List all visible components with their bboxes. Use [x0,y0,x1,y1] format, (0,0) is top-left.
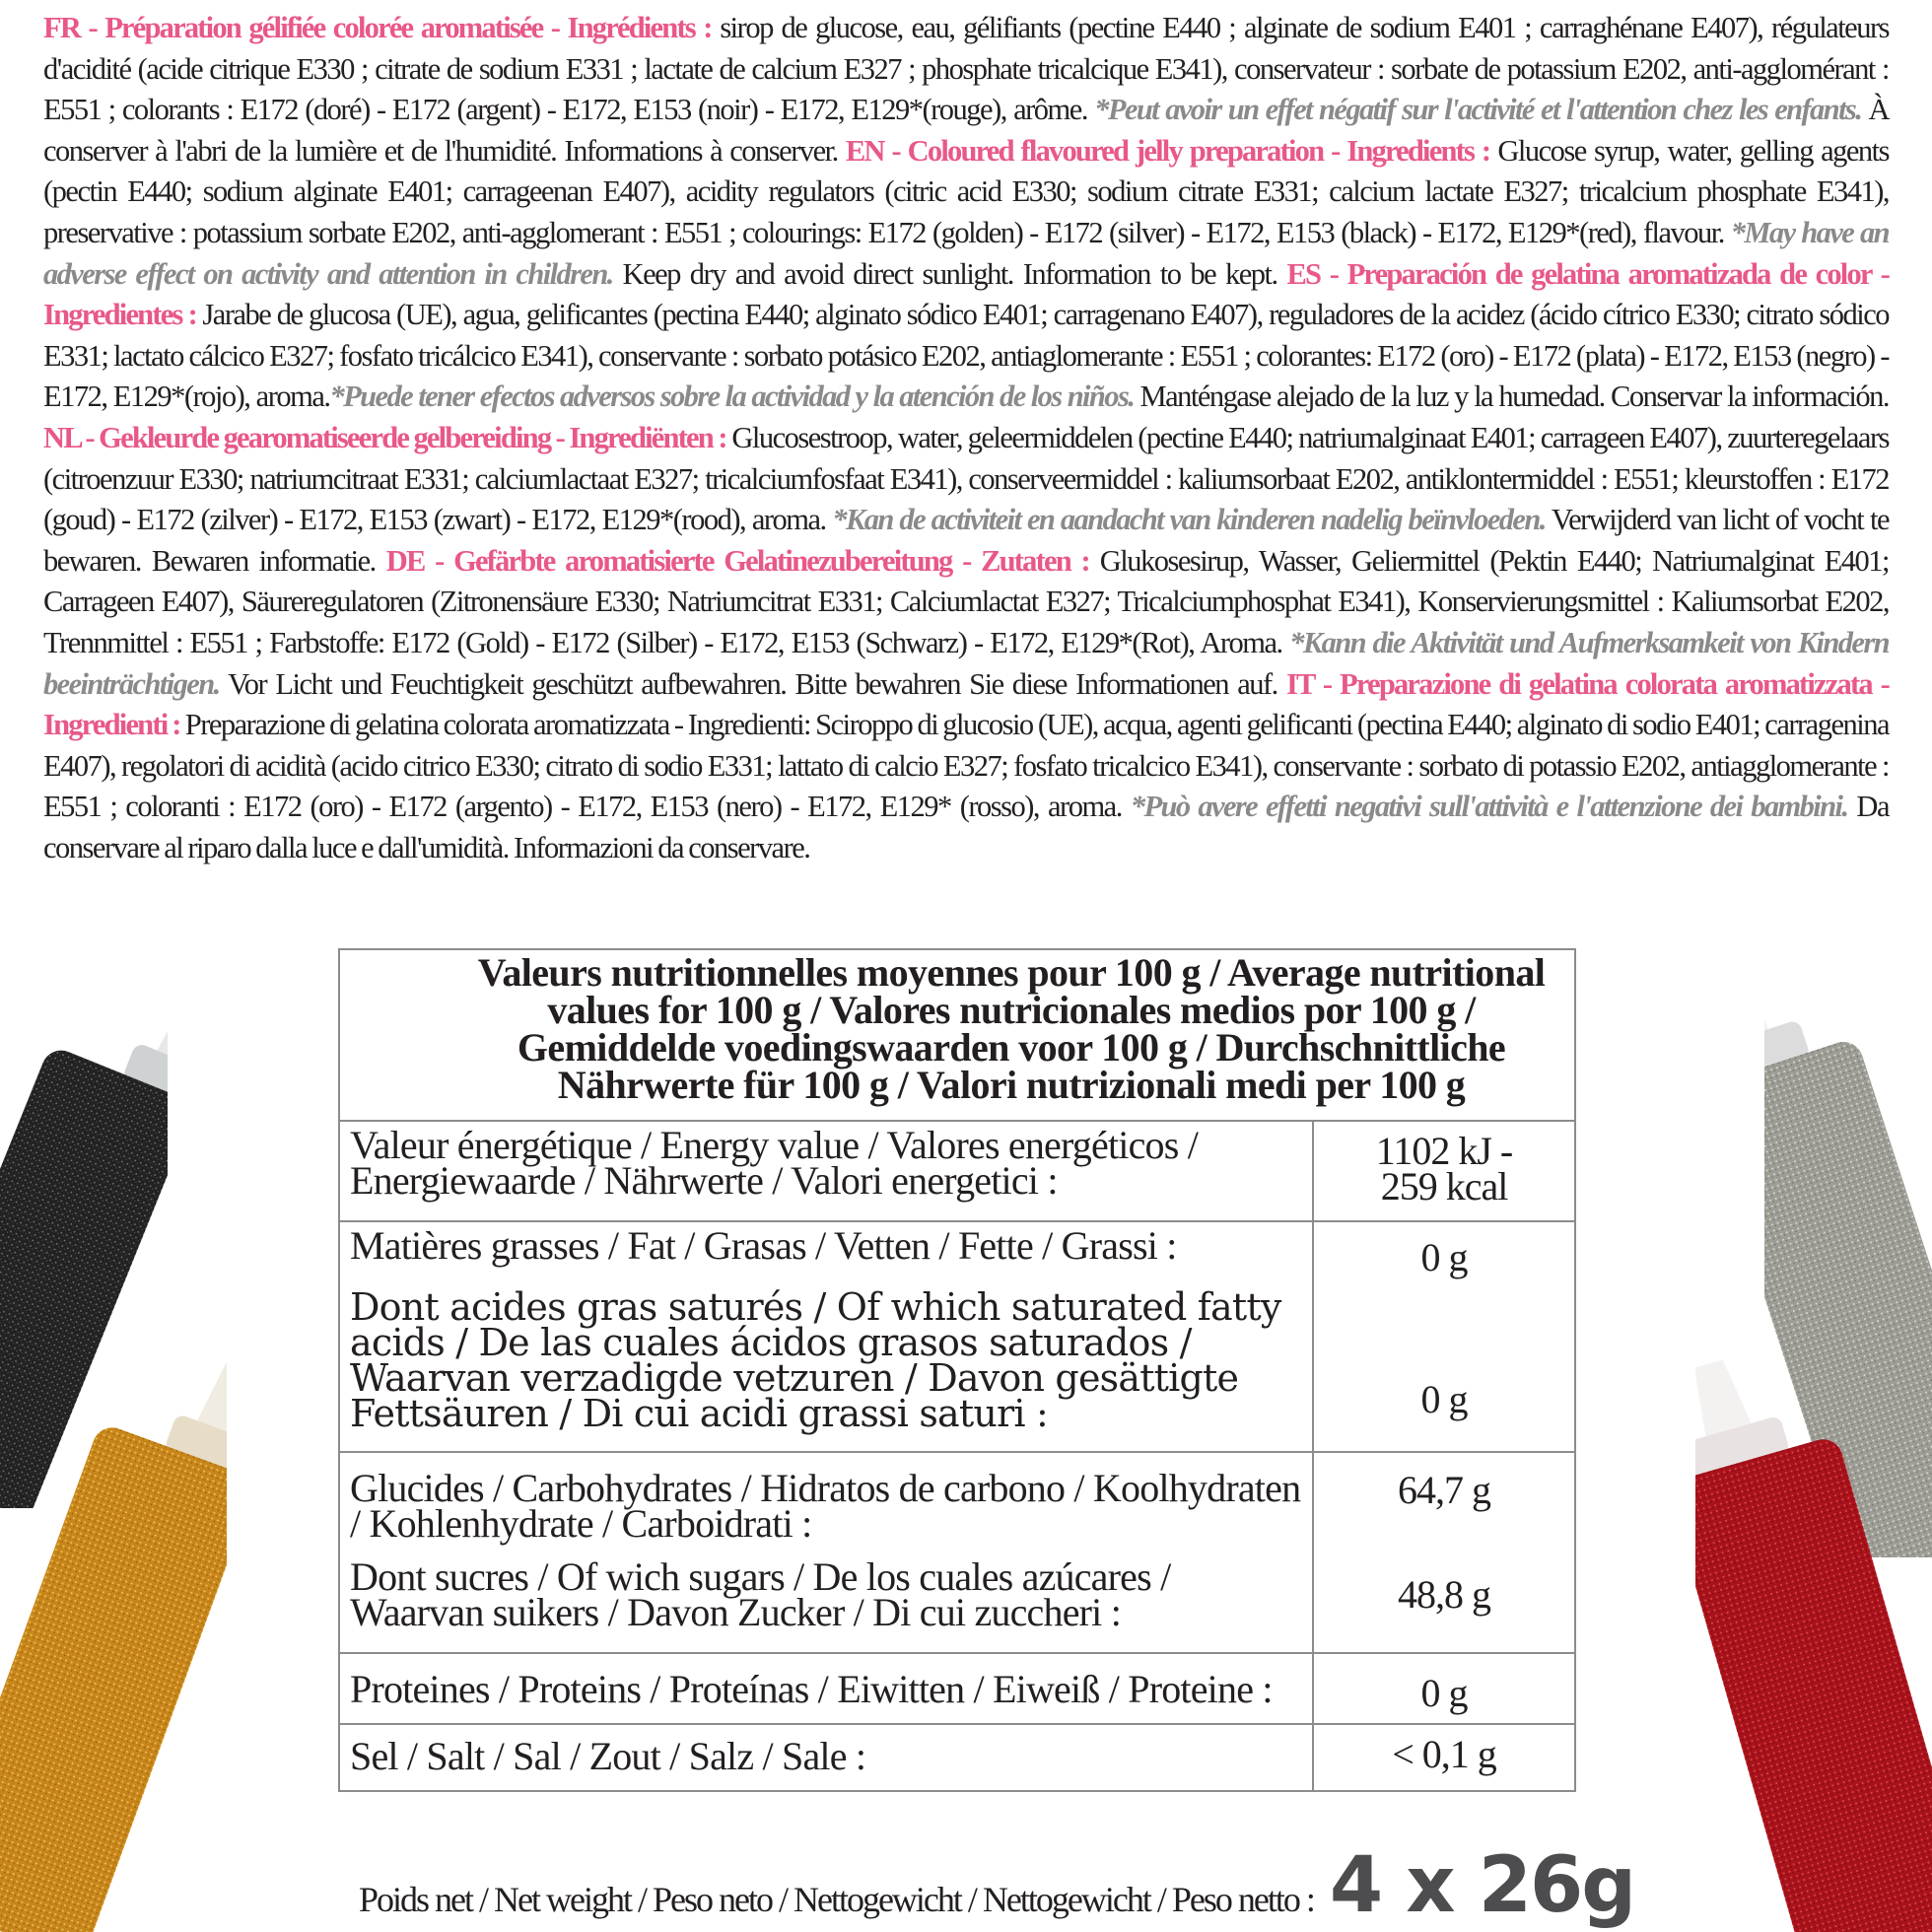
salt-value: < 0,1 g [1392,1732,1496,1776]
it-warning: *Può avere effetti negativi sull'attività e l'attenzione dei bambini. [1130,790,1848,824]
fat-value: 0 g [1420,1235,1468,1279]
nl-ingredients: Glucosestroop, water, geleermiddelen (pectine E440; natriumalginaat E401; carrageen E407), zuurteregelaars (citroenzuur E330; natriumcitraat E331; calciumlactaat E327; tricalciumfosfaat E341), conserveermiddel : kaliumsorbaat E202, antiklontermiddel : E551; kleurstoffen : E172 (goud) - E172 (zilver) - E172, E153 (zwart) - E172, E129*(rood), aroma. [43,420,1889,537]
en-storage: Keep dry and avoid direct sunlight. Information to be kept. [612,256,1287,291]
de-warning: *Kann die Aktivität und Aufmerksamkeit von Kindern beeinträchtigen. [43,625,1890,701]
es-storage: Manténgase alejado de la luz y la humedad. Conservar la información. [1134,380,1889,414]
carbohydrate-label: Glucides / Carbohydrates / Hidratos de carbono / Koolhydraten / Kohlenhydrate / Carboidrati : [350,1466,1301,1546]
gold-glitter-tube-icon [0,1336,227,1932]
it-heading: IT - Preparazione di gelatina colorata aromatizzata - Ingredienti : [43,666,1890,742]
fr-ingredients: sirop de glucose, eau, gélifiants (pectine E440 ; alginate de sodium E401 ; carraghénane E407), régulateurs d'acidité (acide citrique E330 ; citrate de sodium E331 ; lactate de calcium E327 ; phosphate tricalcique E341), conservateur : sorbate de potassium E202, anti-agglomérant : E551 ; colorants : E172 (doré) - E172 (argent) - E172, E153 (noir) - E172, E129*(rouge), arôme. [43,11,1889,127]
es-warning: *Puede tener efectos adversos sobre la actividad y la atención de los niños. [329,380,1135,414]
es-heading: ES - Preparación de gelatina aromatizada de color - Ingredientes : [43,256,1890,332]
carbohydrate-value: 64,7 g [1398,1468,1490,1512]
carbohydrate-row [340,1453,1574,1654]
fr-storage: À conserver à l'abri de la lumière et de l'humidité. Informations à conserver. [43,93,1890,168]
energy-label: Valeur énergétique / Energy value / Valores energéticos / Energiewaarde / Nährwerte / Valori energetici : [350,1123,1199,1203]
it-storage: Da conservare al riparo dalla luce e dall'umidità. Informazioni da conservare. [43,790,1889,864]
net-weight [359,1841,1634,1930]
net-weight-value: 4 x 26g [1329,1841,1635,1930]
de-ingredients: Glukosesirup, Wasser, Geliermittel (Pektin E440; Natriumalginat E401; Carrageen E407), Säureregulatoren (Zitronensäure E330; Natriumcitrat E331; Calciumlactat E327; Tricalciumphosphat E341), Konservierungsmittel : Kaliumsorbat E202, Trennmittel : E551 ; Farbstoffe: E172 (Gold) - E172 (Silber) - E172, E153 (Schwarz) - E172, E129*(Rot), Aroma. [43,543,1890,659]
it-ingredients: Preparazione di gelatina colorata aromatizzata - Ingredienti: Sciroppo di glucosio (UE), acqua, agenti gelificanti (pectina E440; alginato di sodio E401; carragenina E407), regolatori di acidità (acido citrico E330; citrato di sodio E331; lattato di calcio E327; fosfato tricalcico E341), conservante : sorbato di potassio E202, antiagglomerante : E551 ; coloranti : E172 (oro) - E172 (argento) - E172, E153 (nero) - E172, E129* (rosso), aroma. [43,708,1890,824]
salt-row [340,1725,1574,1790]
fat-row [340,1222,1574,1453]
energy-value: 1102 kJ - 259 kcal [1375,1129,1513,1208]
fat-label: Matières grasses / Fat / Grasas / Vetten / Fette / Grassi : [350,1223,1177,1268]
fr-heading: FR - Préparation gélifiée colorée aromatisée - Ingrédients : [43,11,712,44]
de-storage: Vor Licht und Feuchtigkeit geschützt aufbewahren. Bitte bewahren Sie diese Informationen auf. [219,666,1286,701]
sugars-value: 48,8 g [1398,1572,1490,1617]
fr-warning: *Peut avoir un effet négatif sur l'activité et l'attention chez les enfants. [1094,93,1862,127]
protein-label: Proteines / Proteins / Proteínas / Eiwitten / Eiweiß / Proteine : [350,1667,1273,1711]
sugars-label: Dont sucres / Of wich sugars / De los cuales azúcares / Waarvan suikers / Davon Zucker / Di cui zuccheri : [350,1554,1171,1634]
red-glitter-tube-icon [1695,1346,1932,1932]
nutrition-title: Valeurs nutritionnelles moyennes pour 100 g / Average nutritional values for 100 g / Valores nutricionales medios por 100 g / Gemiddelde voedingswaarden voor 100 g / Durchschnittliche Nährwerte für 100 g / Valori nutrizionali medi per 100 g [340,950,1574,1122]
nl-heading: NL - Gekleurde gearomatiseerde gelbereiding - Ingrediënten : [43,420,726,454]
ingredients-text [43,8,1889,868]
net-weight-label: Poids net / Net weight / Peso neto / Nettogewicht / Nettogewicht / Peso netto : [359,1880,1314,1919]
salt-label: Sel / Salt / Sal / Zout / Salz / Sale : [350,1734,866,1778]
en-heading: EN - Coloured flavoured jelly preparation - Ingredients : [845,133,1490,168]
en-warning: *May have an adverse effect on activity and attention in children. [43,215,1890,291]
saturates-label: Dont acides gras saturés / Of which saturated fatty acids / De las cuales ácidos grasos saturados / Waarvan verzadigde vetzuren / Davon gesättigte Fettsäuren / Di cui acidi grassi saturi : [350,1285,1281,1435]
nl-storage: Verwijderd van licht of vocht te bewaren. Bewaren informatie. [43,503,1889,578]
protein-value: 0 g [1420,1671,1468,1715]
en-ingredients: Glucose syrup, water, gelling agents (pectin E440; sodium alginate E401; carrageenan E407), acidity regulators (citric acid E330; sodium citrate E331; calcium lactate E327; tricalcium phosphate E341), preservative : potassium sorbate E202, anti-agglomerant : E551 ; colourings: E172 (golden) - E172 (silver) - E172, E153 (black) - E172, E129*(red), flavour. [43,133,1890,249]
es-ingredients: Jarabe de glucosa (UE), agua, gelificantes (pectina E440; alginato sódico E401; carragenano E407), reguladores de la acidez (ácido cítrico E330; citrato sódico E331; lactato cálcico E327; fosfato tricálcico E341), conservante : sorbato potásico E202, antiaglomerante : E551 ; colorantes: E172 (oro) - E172 (plata) - E172, E153 (negro) - E172, E129*(rojo), aroma. [43,298,1889,414]
protein-row [340,1654,1574,1725]
nutrition-table [338,948,1576,1792]
nl-warning: *Kan de activiteit en aandacht van kinderen nadelig beïnvloeden. [832,503,1546,537]
de-heading: DE - Gefärbte aromatisierte Gelatinezubereitung - Zutaten : [385,543,1089,578]
energy-row [340,1122,1574,1222]
saturates-value: 0 g [1420,1377,1468,1421]
